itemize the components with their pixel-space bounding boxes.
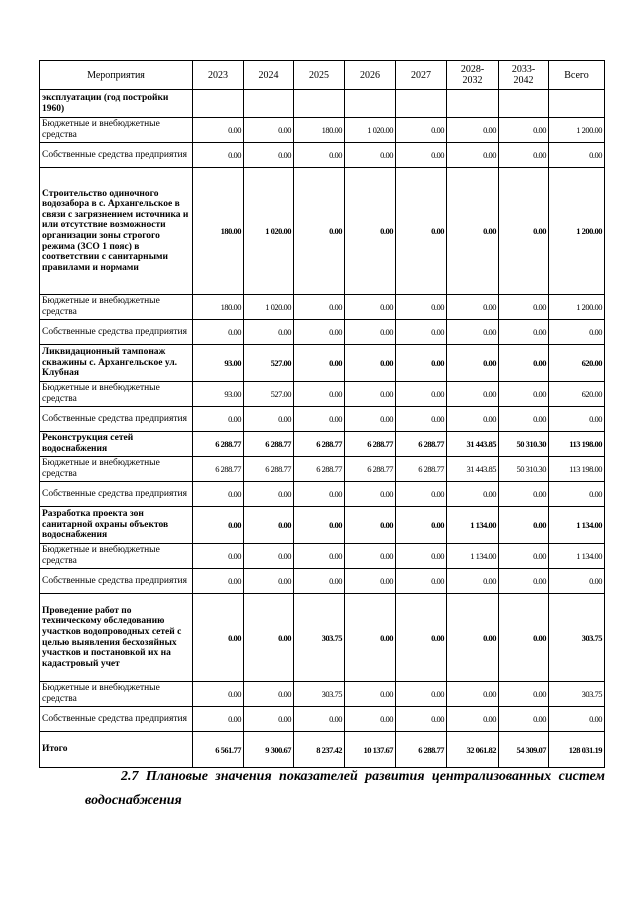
table-row-measure: [40, 168, 605, 295]
value-cell: 0.00: [396, 118, 447, 143]
value-cell: 1 134.00: [549, 507, 605, 544]
table-row-funding: [40, 143, 605, 168]
value-cell: 0.00: [447, 569, 499, 594]
value-cell: 1 134.00: [549, 544, 605, 569]
value-cell: 6 288.77: [244, 432, 294, 457]
row-label: Разработка проекта зон санитарной охраны объектов водоснабжения: [40, 507, 193, 544]
row-label: Проведение работ по техническому обследованию участков водопроводных сетей с целью выявления бесхозяйных участков и постановкой их на кадастровый учет: [40, 594, 193, 682]
value-cell: 0.00: [447, 594, 499, 682]
value-cell: 0.00: [499, 118, 549, 143]
value-cell: 0.00: [447, 482, 499, 507]
value-cell: 0.00: [244, 320, 294, 345]
value-cell: 0.00: [193, 507, 244, 544]
value-cell: 303.75: [294, 682, 345, 707]
value-cell: 180.00: [193, 168, 244, 295]
value-cell: 6 288.77: [345, 432, 396, 457]
value-cell: 6 288.77: [294, 432, 345, 457]
value-cell: 0.00: [396, 569, 447, 594]
table-row-measure: [40, 90, 605, 118]
value-cell: 0.00: [396, 507, 447, 544]
table-row-funding: [40, 457, 605, 482]
value-cell: 32 061.82: [447, 732, 499, 768]
value-cell: 128 031.19: [549, 732, 605, 768]
row-label: Бюджетные и внебюджетные средства: [40, 457, 193, 482]
value-cell: 0.00: [396, 682, 447, 707]
value-cell: 0.00: [294, 482, 345, 507]
value-cell: 0.00: [549, 407, 605, 432]
table-row-measure: [40, 507, 605, 544]
value-cell: 0.00: [499, 482, 549, 507]
value-cell: 0.00: [193, 118, 244, 143]
value-cell: 6 288.77: [244, 457, 294, 482]
table-row-measure: [40, 594, 605, 682]
value-cell: 93.00: [193, 345, 244, 382]
table-row-funding: [40, 118, 605, 143]
value-cell: 0.00: [244, 407, 294, 432]
header-cell: Всего: [549, 61, 605, 90]
value-cell: 6 561.77: [193, 732, 244, 768]
value-cell: [345, 90, 396, 118]
value-cell: 0.00: [193, 544, 244, 569]
table-row-funding: [40, 482, 605, 507]
value-cell: 303.75: [549, 594, 605, 682]
value-cell: 0.00: [345, 345, 396, 382]
value-cell: 0.00: [499, 320, 549, 345]
value-cell: 0.00: [447, 320, 499, 345]
value-cell: 1 200.00: [549, 168, 605, 295]
value-cell: 0.00: [345, 682, 396, 707]
value-cell: 180.00: [193, 295, 244, 320]
value-cell: 0.00: [345, 569, 396, 594]
row-label: Ликвидационный тампонаж скважины с. Архангельское ул. Клубная: [40, 345, 193, 382]
value-cell: 0.00: [396, 544, 447, 569]
value-cell: 0.00: [396, 345, 447, 382]
value-cell: 0.00: [499, 382, 549, 407]
value-cell: 1 200.00: [549, 295, 605, 320]
row-label: Строительство одиночного водозабора в с. Архангельское в связи с загрязнением источника и или отсутствие возможности организации зоны строгого режима (ЗСО 1 пояс) в соответствии с санитарными правилами и нормами: [40, 168, 193, 295]
value-cell: 0.00: [345, 482, 396, 507]
value-cell: 6 288.77: [396, 457, 447, 482]
value-cell: 0.00: [193, 707, 244, 732]
value-cell: 0.00: [345, 407, 396, 432]
value-cell: 527.00: [244, 345, 294, 382]
table-row-funding: [40, 682, 605, 707]
value-cell: 10 137.67: [345, 732, 396, 768]
value-cell: 6 288.77: [193, 457, 244, 482]
value-cell: 0.00: [294, 295, 345, 320]
value-cell: 0.00: [244, 682, 294, 707]
value-cell: 1 200.00: [549, 118, 605, 143]
value-cell: 9 300.67: [244, 732, 294, 768]
value-cell: 0.00: [447, 407, 499, 432]
row-label: Итого: [40, 732, 193, 768]
row-label: Бюджетные и внебюджетные средства: [40, 118, 193, 143]
value-cell: 0.00: [294, 707, 345, 732]
section-heading-line-1: 2.7 Плановые значения показателей развития централизованных систем: [121, 769, 605, 784]
table-row-measure: [40, 345, 605, 382]
section-heading-line-2: водоснабжения: [85, 793, 182, 808]
value-cell: 0.00: [447, 295, 499, 320]
row-label: Собственные средства предприятия: [40, 482, 193, 507]
header-cell: 2024: [244, 61, 294, 90]
value-cell: 113 198.00: [549, 432, 605, 457]
value-cell: 31 443.85: [447, 457, 499, 482]
value-cell: 0.00: [549, 320, 605, 345]
value-cell: [294, 90, 345, 118]
value-cell: 0.00: [396, 594, 447, 682]
value-cell: 0.00: [499, 295, 549, 320]
value-cell: 0.00: [244, 544, 294, 569]
value-cell: 0.00: [396, 407, 447, 432]
value-cell: 0.00: [447, 143, 499, 168]
value-cell: 0.00: [499, 168, 549, 295]
table-row-funding: [40, 320, 605, 345]
value-cell: 0.00: [396, 168, 447, 295]
value-cell: 0.00: [244, 707, 294, 732]
value-cell: 6 288.77: [193, 432, 244, 457]
value-cell: 0.00: [244, 507, 294, 544]
value-cell: 6 288.77: [294, 457, 345, 482]
value-cell: 0.00: [447, 118, 499, 143]
value-cell: 0.00: [499, 707, 549, 732]
row-label: Бюджетные и внебюджетные средства: [40, 382, 193, 407]
value-cell: 0.00: [549, 143, 605, 168]
value-cell: 1 020.00: [244, 295, 294, 320]
value-cell: 0.00: [193, 569, 244, 594]
row-label: Собственные средства предприятия: [40, 407, 193, 432]
value-cell: 50 310.30: [499, 457, 549, 482]
value-cell: 527.00: [244, 382, 294, 407]
value-cell: 0.00: [499, 682, 549, 707]
value-cell: 93.00: [193, 382, 244, 407]
table-row-funding: [40, 295, 605, 320]
table-header-row: [40, 61, 605, 90]
value-cell: [447, 90, 499, 118]
value-cell: 1 020.00: [345, 118, 396, 143]
row-label: Собственные средства предприятия: [40, 320, 193, 345]
value-cell: 0.00: [244, 118, 294, 143]
value-cell: 0.00: [447, 345, 499, 382]
value-cell: 0.00: [447, 382, 499, 407]
value-cell: 303.75: [294, 594, 345, 682]
row-label: Бюджетные и внебюджетные средства: [40, 295, 193, 320]
financing-table: [39, 60, 605, 768]
value-cell: [396, 90, 447, 118]
value-cell: 0.00: [193, 143, 244, 168]
value-cell: [499, 90, 549, 118]
value-cell: 0.00: [447, 168, 499, 295]
value-cell: 620.00: [549, 382, 605, 407]
value-cell: 0.00: [345, 707, 396, 732]
value-cell: 0.00: [193, 407, 244, 432]
table-row-funding: [40, 707, 605, 732]
value-cell: 0.00: [447, 682, 499, 707]
value-cell: 8 237.42: [294, 732, 345, 768]
value-cell: 0.00: [345, 544, 396, 569]
value-cell: 0.00: [294, 320, 345, 345]
value-cell: 0.00: [193, 682, 244, 707]
header-cell: 2028- 2032: [447, 61, 499, 90]
value-cell: [549, 90, 605, 118]
value-cell: 0.00: [549, 482, 605, 507]
value-cell: 0.00: [396, 707, 447, 732]
value-cell: 0.00: [294, 507, 345, 544]
table-row-funding: [40, 544, 605, 569]
value-cell: 0.00: [345, 295, 396, 320]
value-cell: 0.00: [549, 569, 605, 594]
value-cell: 0.00: [345, 320, 396, 345]
table-row-funding: [40, 407, 605, 432]
header-cell: 2033- 2042: [499, 61, 549, 90]
value-cell: 6 288.77: [396, 432, 447, 457]
value-cell: 0.00: [294, 382, 345, 407]
value-cell: 0.00: [345, 382, 396, 407]
value-cell: 0.00: [396, 482, 447, 507]
section-heading: [85, 765, 605, 813]
header-cell: 2025: [294, 61, 345, 90]
financing-table-container: [39, 60, 604, 768]
value-cell: [244, 90, 294, 118]
value-cell: 0.00: [244, 594, 294, 682]
row-label: Собственные средства предприятия: [40, 707, 193, 732]
value-cell: 0.00: [396, 382, 447, 407]
value-cell: 0.00: [499, 569, 549, 594]
row-label: Собственные средства предприятия: [40, 143, 193, 168]
value-cell: 1 134.00: [447, 507, 499, 544]
value-cell: 6 288.77: [396, 732, 447, 768]
value-cell: 0.00: [244, 569, 294, 594]
row-label: Бюджетные и внебюджетные средства: [40, 544, 193, 569]
value-cell: 0.00: [396, 295, 447, 320]
row-label: Реконструкция сетей водоснабжения: [40, 432, 193, 457]
value-cell: 0.00: [447, 707, 499, 732]
value-cell: 0.00: [499, 594, 549, 682]
value-cell: 1 020.00: [244, 168, 294, 295]
value-cell: 0.00: [345, 594, 396, 682]
header-cell: 2026: [345, 61, 396, 90]
value-cell: 0.00: [396, 143, 447, 168]
value-cell: 0.00: [193, 594, 244, 682]
value-cell: 0.00: [499, 544, 549, 569]
value-cell: 0.00: [244, 482, 294, 507]
value-cell: 0.00: [396, 320, 447, 345]
value-cell: 1 134.00: [447, 544, 499, 569]
value-cell: 0.00: [193, 482, 244, 507]
value-cell: 0.00: [244, 143, 294, 168]
value-cell: 0.00: [294, 168, 345, 295]
value-cell: 54 309.07: [499, 732, 549, 768]
value-cell: 0.00: [499, 345, 549, 382]
value-cell: 180.00: [294, 118, 345, 143]
value-cell: 620.00: [549, 345, 605, 382]
value-cell: 0.00: [345, 507, 396, 544]
value-cell: 0.00: [499, 507, 549, 544]
table-row-funding: [40, 382, 605, 407]
value-cell: 0.00: [499, 143, 549, 168]
value-cell: 0.00: [294, 345, 345, 382]
value-cell: 0.00: [549, 707, 605, 732]
value-cell: 0.00: [345, 143, 396, 168]
value-cell: 0.00: [499, 407, 549, 432]
value-cell: [193, 90, 244, 118]
value-cell: 6 288.77: [345, 457, 396, 482]
table-row-funding: [40, 569, 605, 594]
table-row-measure: [40, 432, 605, 457]
header-cell: Мероприятия: [40, 61, 193, 90]
row-label: Собственные средства предприятия: [40, 569, 193, 594]
value-cell: 113 198.00: [549, 457, 605, 482]
table-body: [40, 90, 605, 768]
row-label: Бюджетные и внебюджетные средства: [40, 682, 193, 707]
value-cell: 31 443.85: [447, 432, 499, 457]
value-cell: 0.00: [294, 143, 345, 168]
table-total-row: [40, 732, 605, 768]
value-cell: 0.00: [345, 168, 396, 295]
value-cell: 50 310.30: [499, 432, 549, 457]
row-label: эксплуатации (год постройки 1960): [40, 90, 193, 118]
value-cell: 0.00: [294, 569, 345, 594]
header-cell: 2027: [396, 61, 447, 90]
value-cell: 0.00: [193, 320, 244, 345]
header-cell: 2023: [193, 61, 244, 90]
value-cell: 303.75: [549, 682, 605, 707]
value-cell: 0.00: [294, 544, 345, 569]
value-cell: 0.00: [294, 407, 345, 432]
